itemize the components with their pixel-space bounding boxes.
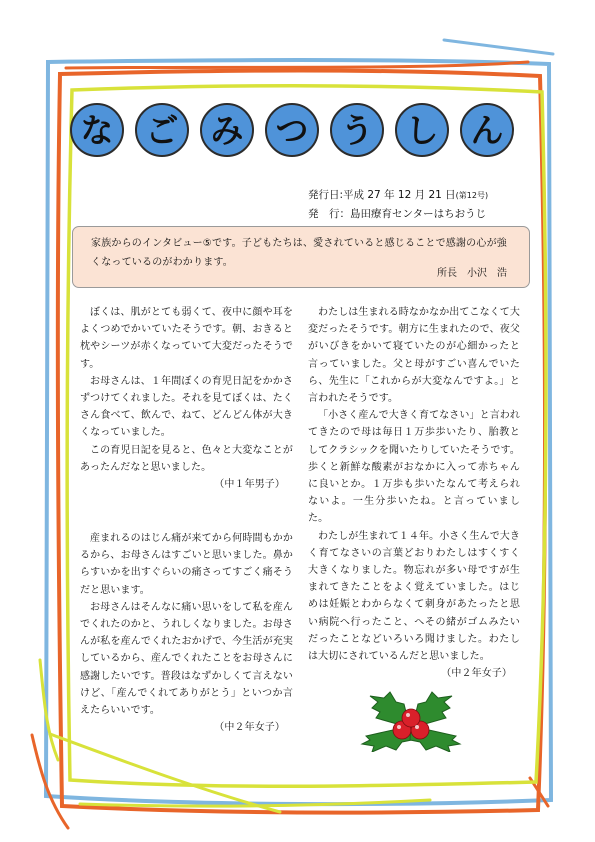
paragraph: 「小さく産んで大きく育てなさい」と言われてきたので母は毎日１万歩歩いたり、胎教としてクラシックを聞いたりしていたそうです。歩くと新鮮な酸素がおなかに入って赤ちゃんに良いとか。１万歩も歩いたなんて考えられないよ。一生分歩いたね。と言っていました。 [308, 410, 520, 525]
paragraph: わたしが生まれて１４年。小さく生んで大きく育てなさいの言葉どおりわたしはすくすく大きくなりました。物忘れが多い母ですが生まれてきたことをよく覚えていました。はじめは妊娠とわからなくて刺身があたったと思い病院へ行ったこと、へその緒がゴムみたいだったことなどいろいろ聞けました。わたしは大切にされているんだと思いました。 [308, 530, 520, 663]
author-credit: （中２年女子） [214, 722, 285, 734]
paragraph: ぼくは、肌がとても弱くて、夜中に顔や耳をよくつめでかいていたそうです。朝、おきると枕やシーツが赤くなっていて大変だったそうです。 [80, 307, 293, 370]
title-disc: ん [460, 103, 514, 157]
title-disc: ご [135, 103, 189, 157]
title-disc: う [330, 103, 384, 157]
issue-date: 発行日:平成 27 年 12 月 21 日 [308, 189, 456, 201]
author-credit: （中２年女子） [441, 668, 512, 680]
paragraph: 産まれるのはじん痛が来てから何時間もかかるから、お母さんはすごいと思いました。鼻からすいかを出すぐらいの痛さってすごく痛そうだと思います。 [80, 533, 293, 596]
title-disc: し [395, 103, 449, 157]
title-banner [0, 103, 595, 163]
title-disc: つ [265, 103, 319, 157]
left-column-story-1 [80, 304, 293, 493]
left-column-story-2 [80, 530, 293, 736]
paragraph: わたしは生まれる時なかなか出てこなくて大変だったそうです。朝方に生まれたので、夜父がいびきをかいて寝ていたのが心細かったと言っていました。父と母がすごい喜んでいたら、先生に「これからが大変なんですよ。」と言われたそうです。 [308, 307, 520, 405]
title-disc: な [70, 103, 124, 157]
right-column-story [308, 304, 520, 682]
paragraph: この育児日記を見ると、色々と大変なことがあったんだなと思いました。 [80, 444, 293, 473]
paragraph: お母さんはそんなに痛い思いをして私を産んでくれたのかと、うれしくなりました。お母さんが私を産んでくれたおかげで、今生活が充実しているから、産んでくれたことをお母さんに感謝したいです。普段はなずかしくて言えないけど、「産んでくれてありがとう」といつか言えたらいいです。 [80, 601, 293, 717]
holly-icon [356, 688, 466, 752]
director-signature: 所長 小沢 浩 [437, 268, 507, 279]
author-credit: （中１年男子） [214, 479, 285, 491]
publisher-line: 発 行：島田療育センターはちおうじ [308, 208, 487, 220]
issue-date-line [308, 188, 488, 203]
issue-number: (第12号) [455, 191, 489, 200]
director-message: 家族からのインタビュー⑤です。子どもたちは、愛されていると感じることで感謝の心が強くなっているのがわかります。 [91, 238, 507, 268]
title-disc: み [200, 103, 254, 157]
director-message-box [72, 226, 530, 288]
paragraph: お母さんは、１年間ぼくの育児日記をかかさずつけてくれました。それを見てぼくは、たくさん食べて、飲んで、ねて、どんどん体が大きくなっていました。 [80, 375, 293, 439]
